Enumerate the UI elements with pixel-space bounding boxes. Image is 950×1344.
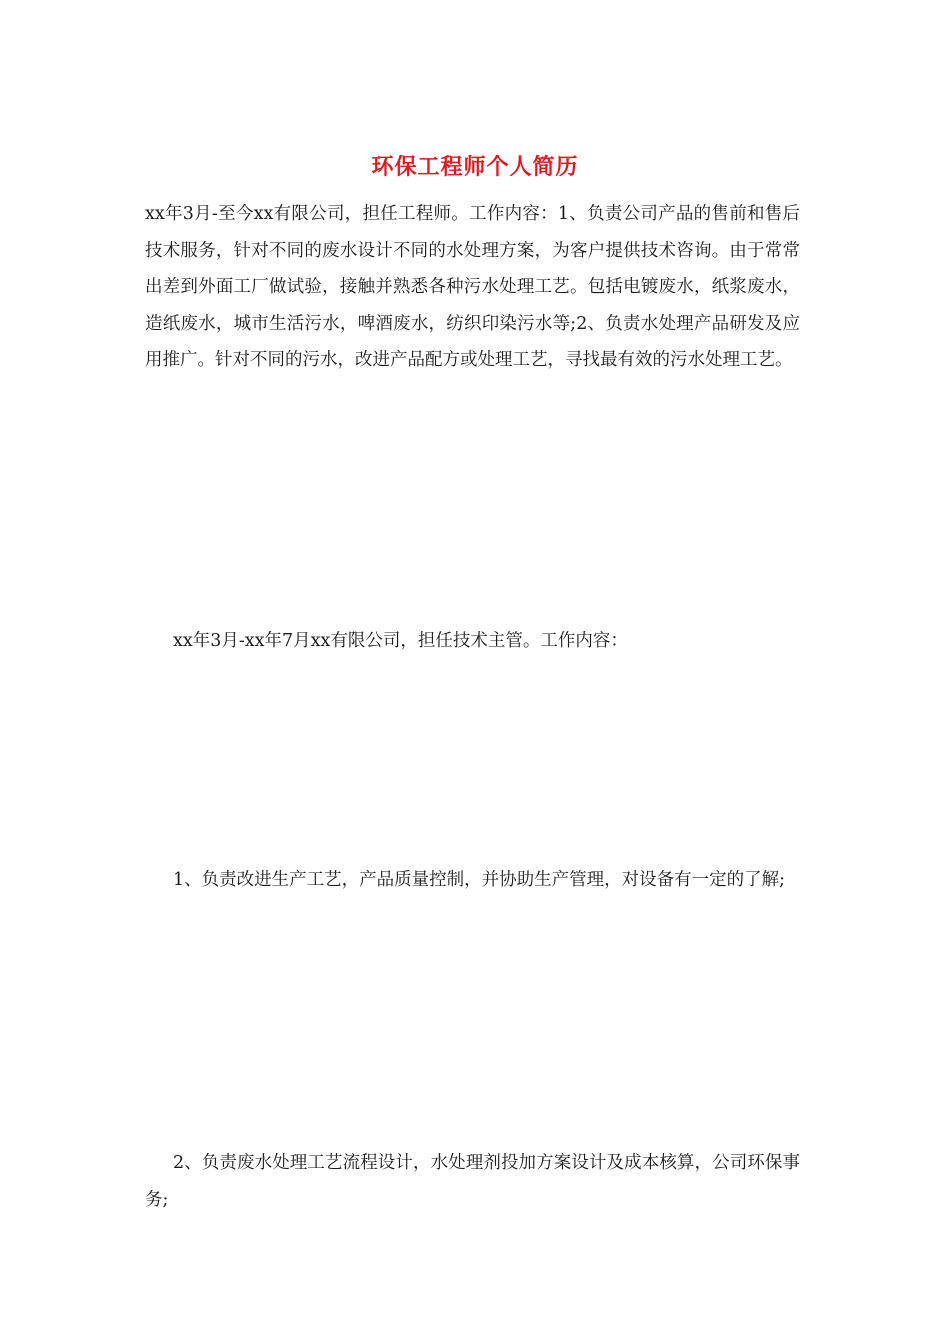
- paragraph-work-experience-current: xx年3月-至今xx有限公司，担任工程师。工作内容：1、负责公司产品的售前和售后技术服务，针对不同的废水设计不同的水处理方案，为客户提供技术咨询。由于常常出差到外面工厂做试验，接触并熟悉各种污水处理工艺。包括电镀废水，纸浆废水，造纸废水，城市生活污水，啤酒废水，纺织印染污水等;2、负责水处理产品研发及应用推广。针对不同的污水，改进产品配方或处理工艺，寻找最有效的污水处理工艺。: [145, 204, 800, 370]
- paragraph-duty-1: 1、负责改进生产工艺，产品质量控制，并协助生产管理，对设备有一定的了解;: [173, 870, 786, 890]
- paragraph-duty-2: 2、负责废水处理工艺流程设计，水处理剂投加方案设计及成本核算，公司环保事务;: [145, 1153, 800, 1210]
- paragraph-work-experience-previous: xx年3月-xx年7月xx有限公司，担任技术主管。工作内容：: [173, 631, 628, 651]
- document-title: 环保工程师个人简历: [371, 155, 579, 180]
